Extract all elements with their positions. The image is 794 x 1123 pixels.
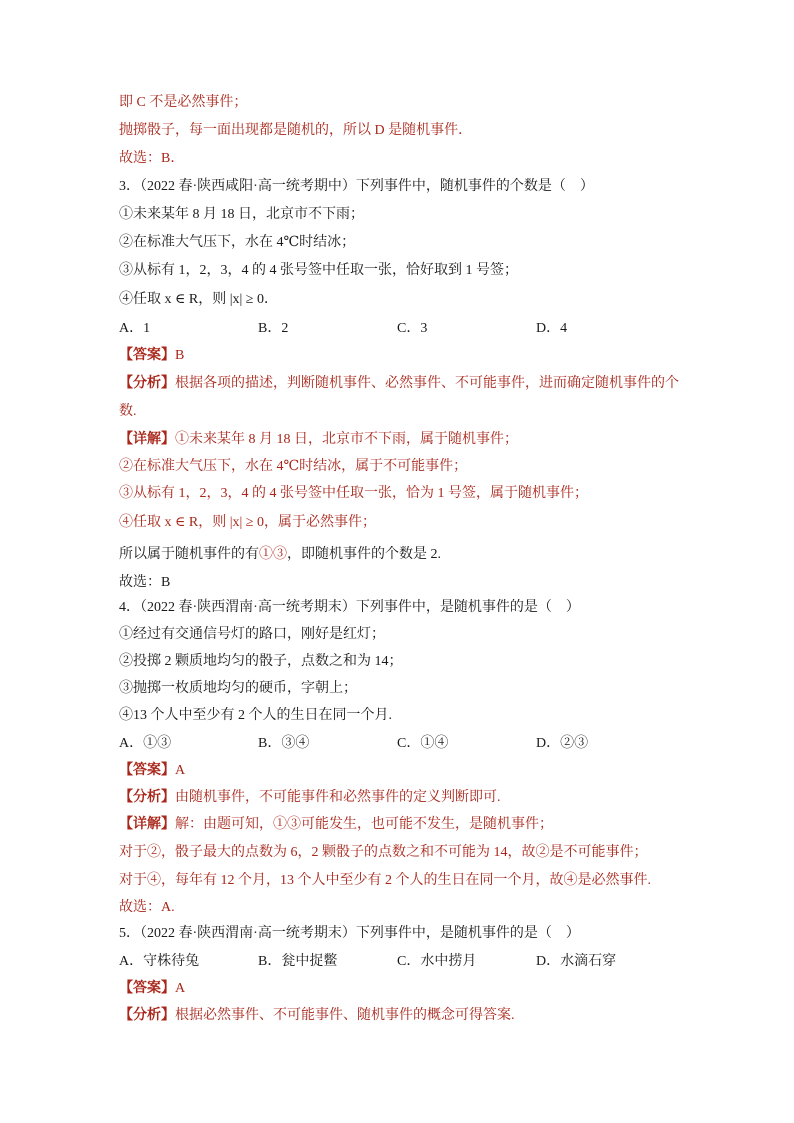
answer-tag: 【答案】 xyxy=(119,763,175,778)
answer-value: B xyxy=(175,348,185,363)
question-4-item-1: ①经过有交通信号灯的路口，刚好是红灯； xyxy=(119,627,385,642)
text-line: 即 C 不是必然事件； xyxy=(119,95,248,110)
text-line: ④任取 x ∈ R，则 |x| ≥ 0，属于必然事件； xyxy=(119,515,376,530)
question-5-option-c: C．水中捞月 xyxy=(397,954,477,969)
text-line: ③从标有 1，2，3，4 的 4 张号签中任取一张，恰为 1 号签，属于随机事件； xyxy=(119,486,588,501)
question-3-item-1: ①未来某年 8 月 18 日，北京市不下雨； xyxy=(119,207,364,222)
analysis-text: 根据必然事件、不可能事件、随机事件的概念可得答案. xyxy=(175,1008,515,1023)
conclusion-text: 所以属于随机事件的有 xyxy=(119,547,259,562)
question-4-option-c: C．①④ xyxy=(397,736,449,751)
text-line: 对于②，骰子最大的点数为 6，2 颗骰子的点数之和不可能为 14，故②是不可能事件； xyxy=(119,845,648,860)
detail-text: 解：由题可知，①③可能发生，也可能不发生，是随机事件； xyxy=(175,817,553,832)
analysis-line xyxy=(119,374,679,394)
text-line: 数. xyxy=(119,404,137,419)
text-line: ②在标准大气压下，水在 4℃时结冰，属于不可能事件； xyxy=(119,459,468,474)
answer-line xyxy=(119,761,185,781)
text-line: 对于④，每年有 12 个月，13 个人中至少有 2 个人的生日在同一个月，故④是必然事件. xyxy=(119,873,651,888)
question-4-option-d: D．②③ xyxy=(536,736,589,751)
question-5-option-a: A．守株待兔 xyxy=(119,954,200,969)
text-line: 故选：B． xyxy=(119,151,185,166)
text-line: 故选：A. xyxy=(119,900,175,915)
detail-tag: 【详解】 xyxy=(119,817,175,832)
question-5-option-d: D．水滴石穿 xyxy=(536,954,617,969)
detail-tag: 【详解】 xyxy=(119,432,175,447)
analysis-tag: 【分析】 xyxy=(119,1008,175,1023)
detail-line xyxy=(119,815,553,835)
answer-tag: 【答案】 xyxy=(119,981,175,996)
text-line: 故选：B xyxy=(119,575,171,590)
answer-line xyxy=(119,346,184,366)
conclusion-line xyxy=(119,545,441,565)
question-4-stem: 4．（2022 春·陕西渭南·高一统考期末）下列事件中，是随机事件的是（ ） xyxy=(119,600,580,615)
question-3-option-b: B．2 xyxy=(258,321,289,336)
answer-value: A xyxy=(175,763,186,778)
question-4-option-b: B．③④ xyxy=(258,736,310,751)
analysis-text: 根据各项的描述，判断随机事件、必然事件、不可能事件，进而确定随机事件的个 xyxy=(175,376,679,391)
question-3-option-d: D．4 xyxy=(536,321,568,336)
question-3-item-3: ③从标有 1，2，3，4 的 4 张号签中任取一张，恰好取到 1 号签； xyxy=(119,263,518,278)
question-4-item-4: ④13 个人中至少有 2 个人的生日在同一个月. xyxy=(119,708,392,723)
analysis-line xyxy=(119,788,501,808)
question-3-option-c: C．3 xyxy=(397,321,428,336)
analysis-text: 由随机事件，不可能事件和必然事件的定义判断即可. xyxy=(175,790,501,805)
question-4-item-2: ②投掷 2 颗质地均匀的骰子，点数之和为 14； xyxy=(119,654,403,669)
analysis-tag: 【分析】 xyxy=(119,790,175,805)
question-3-stem: 3．（2022 春·陕西咸阳·高一统考期中）下列事件中，随机事件的个数是（ ） xyxy=(119,179,594,194)
question-5-stem: 5．（2022 春·陕西渭南·高一统考期末）下列事件中，是随机事件的是（ ） xyxy=(119,926,580,941)
answer-value: A xyxy=(175,981,186,996)
analysis-tag: 【分析】 xyxy=(119,376,175,391)
question-4-option-a: A．①③ xyxy=(119,736,172,751)
detail-line xyxy=(119,430,518,450)
answer-tag: 【答案】 xyxy=(119,348,175,363)
analysis-line xyxy=(119,1006,515,1026)
question-5-option-b: B．瓮中捉鳖 xyxy=(258,954,338,969)
detail-text: ①未来某年 8 月 18 日，北京市不下雨，属于随机事件； xyxy=(175,432,518,447)
conclusion-text: ，即随机事件的个数是 2. xyxy=(287,547,441,562)
question-3-option-a: A．1 xyxy=(119,321,151,336)
answer-line xyxy=(119,979,185,999)
question-3-item-2: ②在标准大气压下，水在 4℃时结冰； xyxy=(119,235,356,250)
text-line: 抛掷骰子，每一面出现都是随机的，所以 D 是随机事件． xyxy=(119,123,473,138)
question-4-item-3: ③抛掷一枚质地均匀的硬币，字朝上； xyxy=(119,681,357,696)
question-3-item-4: ④任取 x ∈ R，则 |x| ≥ 0． xyxy=(119,292,278,307)
conclusion-highlight: ①③ xyxy=(259,547,287,562)
